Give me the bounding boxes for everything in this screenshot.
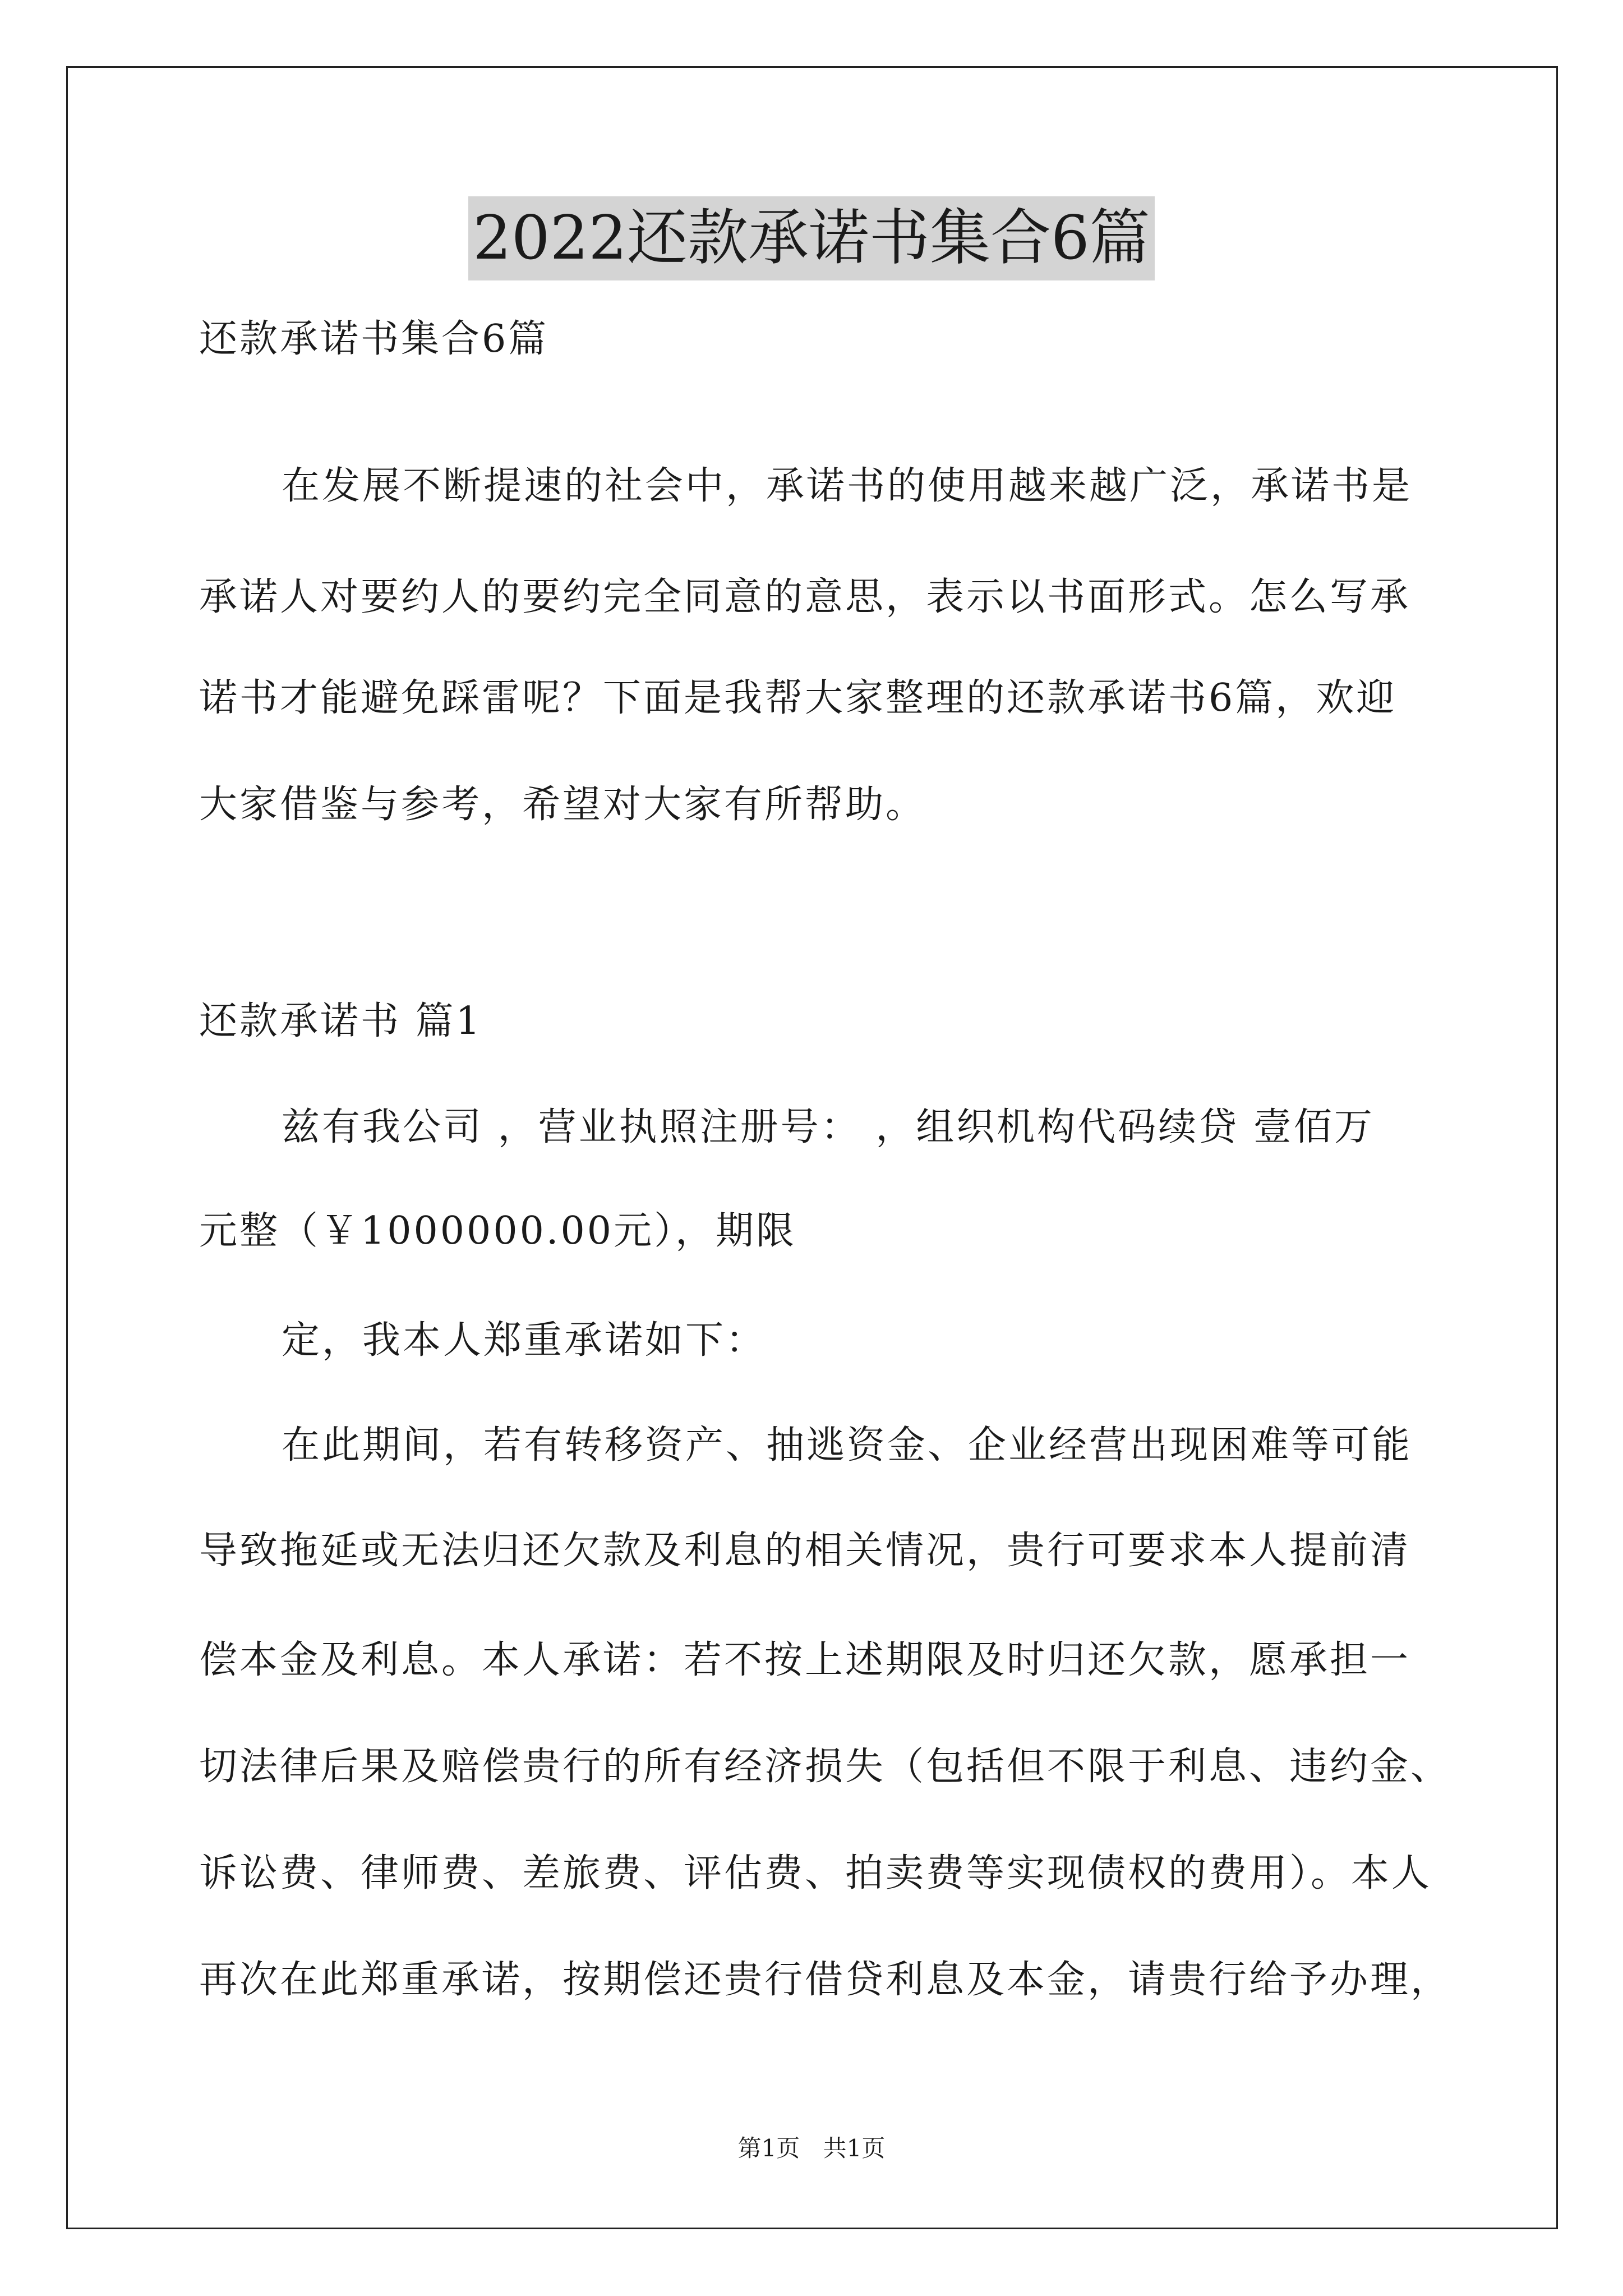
paragraph-line: 导致拖延或无法归还欠款及利息的相关情况，贵行可要求本人提前清 xyxy=(199,1529,1411,1573)
intro-line: 在发展不断提速的社会中，承诺书的使用越来越广泛，承诺书是 xyxy=(282,464,1413,508)
section-heading: 还款承诺书 篇1 xyxy=(199,999,482,1043)
intro-line: 承诺人对要约人的要约完全同意的意思，表示以书面形式。怎么写承 xyxy=(199,575,1411,619)
page-footer xyxy=(0,2132,1623,2165)
page-total: 共1页 xyxy=(823,2134,886,2162)
paragraph-line: 诉讼费、律师费、差旅费、评估费、拍卖费等实现债权的费用）。本人 xyxy=(199,1851,1432,1895)
paragraph-line: 元整（￥1000000.00元），期限 xyxy=(199,1209,796,1253)
paragraph-line: 偿本金及利息。本人承诺：若不按上述期限及时归还欠款，愿承担一 xyxy=(199,1638,1411,1682)
intro-line: 大家借鉴与参考，希望对大家有所帮助。 xyxy=(199,783,926,827)
page-number: 第1页 xyxy=(737,2134,800,2162)
paragraph-line: 兹有我公司 ，营业执照注册号： ，组织机构代码续贷 壹佰万 xyxy=(282,1105,1375,1149)
document-subtitle: 还款承诺书集合6篇 xyxy=(199,317,549,361)
paragraph-line: 定，我本人郑重承诺如下： xyxy=(282,1318,767,1363)
document-title: 2022还款承诺书集合6篇 xyxy=(468,196,1155,280)
paragraph-line: 在此期间，若有转移资产、抽逃资金、企业经营出现困难等可能 xyxy=(282,1423,1413,1467)
intro-line: 诺书才能避免踩雷呢？下面是我帮大家整理的还款承诺书6篇，欢迎 xyxy=(199,676,1397,720)
paragraph-line: 再次在此郑重承诺，按期偿还贵行借贷利息及本金，请贵行给予办理， xyxy=(199,1958,1451,2002)
title-container xyxy=(0,196,1623,280)
paragraph-line: 切法律后果及赔偿贵行的所有经济损失（包括但不限于利息、违约金、 xyxy=(199,1745,1451,1789)
